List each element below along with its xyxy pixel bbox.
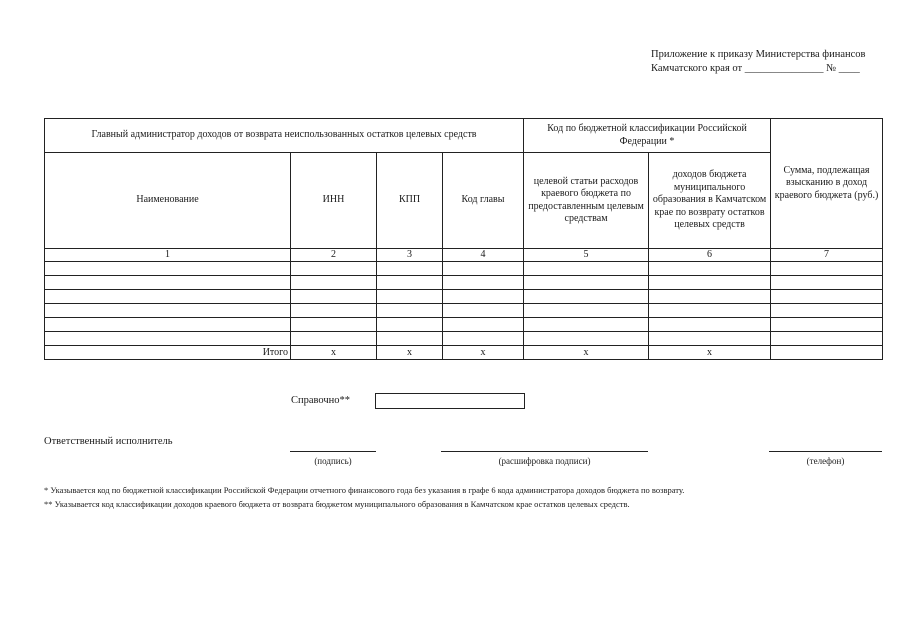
table-cell[interactable] (377, 304, 443, 318)
table-cell[interactable] (45, 262, 291, 276)
responsible-label: Ответственный исполнитель (44, 436, 173, 447)
phone-caption: (телефон) (806, 456, 845, 466)
table-row (45, 290, 883, 304)
table-cell[interactable] (45, 332, 291, 346)
table-cell[interactable] (291, 276, 377, 290)
table-row (45, 262, 883, 276)
total-cell-inn: x (291, 346, 377, 360)
total-cell-sum[interactable] (771, 346, 883, 360)
table-cell[interactable] (377, 318, 443, 332)
signature-caption: (подпись) (314, 456, 352, 466)
table-cell[interactable] (45, 290, 291, 304)
table-cell[interactable] (771, 332, 883, 346)
column-number: 4 (443, 249, 524, 262)
table-cell[interactable] (377, 290, 443, 304)
reference-field[interactable] (375, 393, 525, 409)
header-inn: ИНН (291, 153, 377, 249)
header-income-municipal: доходов бюджета муниципального образования в Камчатском крае по возврату остатков целевых средств (649, 153, 771, 249)
header-expense-article: целевой статьи расходов краевого бюджета по предоставленным целевым средствам (524, 153, 649, 249)
table-cell[interactable] (377, 332, 443, 346)
total-cell-kpp: x (377, 346, 443, 360)
table-cell[interactable] (377, 276, 443, 290)
table-cell[interactable] (649, 262, 771, 276)
column-number-row (45, 249, 883, 262)
column-number: 5 (524, 249, 649, 262)
total-row (45, 346, 883, 360)
signature-decoding-caption: (расшифровка подписи) (498, 456, 591, 466)
table-cell[interactable] (771, 290, 883, 304)
table-cell[interactable] (771, 304, 883, 318)
table-cell[interactable] (443, 304, 524, 318)
table-cell[interactable] (524, 276, 649, 290)
table-row (45, 318, 883, 332)
table-cell[interactable] (649, 276, 771, 290)
table-cell[interactable] (524, 262, 649, 276)
report-table (44, 118, 883, 360)
column-number: 1 (45, 249, 291, 262)
signature-decoding-line[interactable] (441, 451, 648, 452)
table-row (45, 332, 883, 346)
header-code-group: Код по бюджетной классификации Российской Федерации * (524, 119, 771, 153)
table-cell[interactable] (649, 318, 771, 332)
table-cell[interactable] (291, 318, 377, 332)
table-cell[interactable] (771, 262, 883, 276)
table-cell[interactable] (443, 332, 524, 346)
header-admin-group: Главный администратор доходов от возврата неиспользованных остатков целевых средств (45, 119, 524, 153)
table-cell[interactable] (649, 304, 771, 318)
table-cell[interactable] (443, 276, 524, 290)
table-row (45, 276, 883, 290)
column-number: 7 (771, 249, 883, 262)
table-cell[interactable] (45, 304, 291, 318)
appendix-line-1: Приложение к приказу Министерства финансов (651, 49, 866, 60)
total-cell-income: x (649, 346, 771, 360)
footnote-2: ** Указывается код классификации доходов краевого бюджета от возврата бюджетом муниципального образования в Камчатском крае остатков целевых средств. (44, 499, 630, 509)
header-sum: Сумма, подлежащая взысканию в доход краевого бюджета (руб.) (771, 119, 883, 249)
table-cell[interactable] (649, 332, 771, 346)
table-row (45, 304, 883, 318)
phone-line[interactable] (769, 451, 882, 452)
table-cell[interactable] (291, 290, 377, 304)
signature-line[interactable] (290, 451, 376, 452)
column-number: 3 (377, 249, 443, 262)
total-cell-chapter: x (443, 346, 524, 360)
table-cell[interactable] (524, 290, 649, 304)
table-cell[interactable] (443, 318, 524, 332)
table-cell[interactable] (771, 318, 883, 332)
table-cell[interactable] (291, 304, 377, 318)
column-number: 2 (291, 249, 377, 262)
total-label: Итого (45, 346, 291, 360)
table-cell[interactable] (291, 332, 377, 346)
table-cell[interactable] (45, 276, 291, 290)
total-cell-expense: x (524, 346, 649, 360)
table-cell[interactable] (443, 262, 524, 276)
table-cell[interactable] (771, 276, 883, 290)
header-chapter-code: Код главы (443, 153, 524, 249)
table-cell[interactable] (524, 304, 649, 318)
header-kpp: КПП (377, 153, 443, 249)
appendix-header (651, 48, 866, 76)
appendix-line-2: Камчатского края от _______________ № ____ (651, 63, 860, 74)
table-cell[interactable] (524, 332, 649, 346)
header-name: Наименование (45, 153, 291, 249)
table-cell[interactable] (443, 290, 524, 304)
column-number: 6 (649, 249, 771, 262)
table-cell[interactable] (45, 318, 291, 332)
reference-label: Справочно** (291, 395, 351, 406)
footnote-1: * Указывается код по бюджетной классификации Российской Федерации отчетного финансового года без указания в графе 6 кода администратора доходов бюджета по возврату. (44, 485, 685, 495)
table-cell[interactable] (649, 290, 771, 304)
table-cell[interactable] (377, 262, 443, 276)
table-cell[interactable] (524, 318, 649, 332)
table-cell[interactable] (291, 262, 377, 276)
